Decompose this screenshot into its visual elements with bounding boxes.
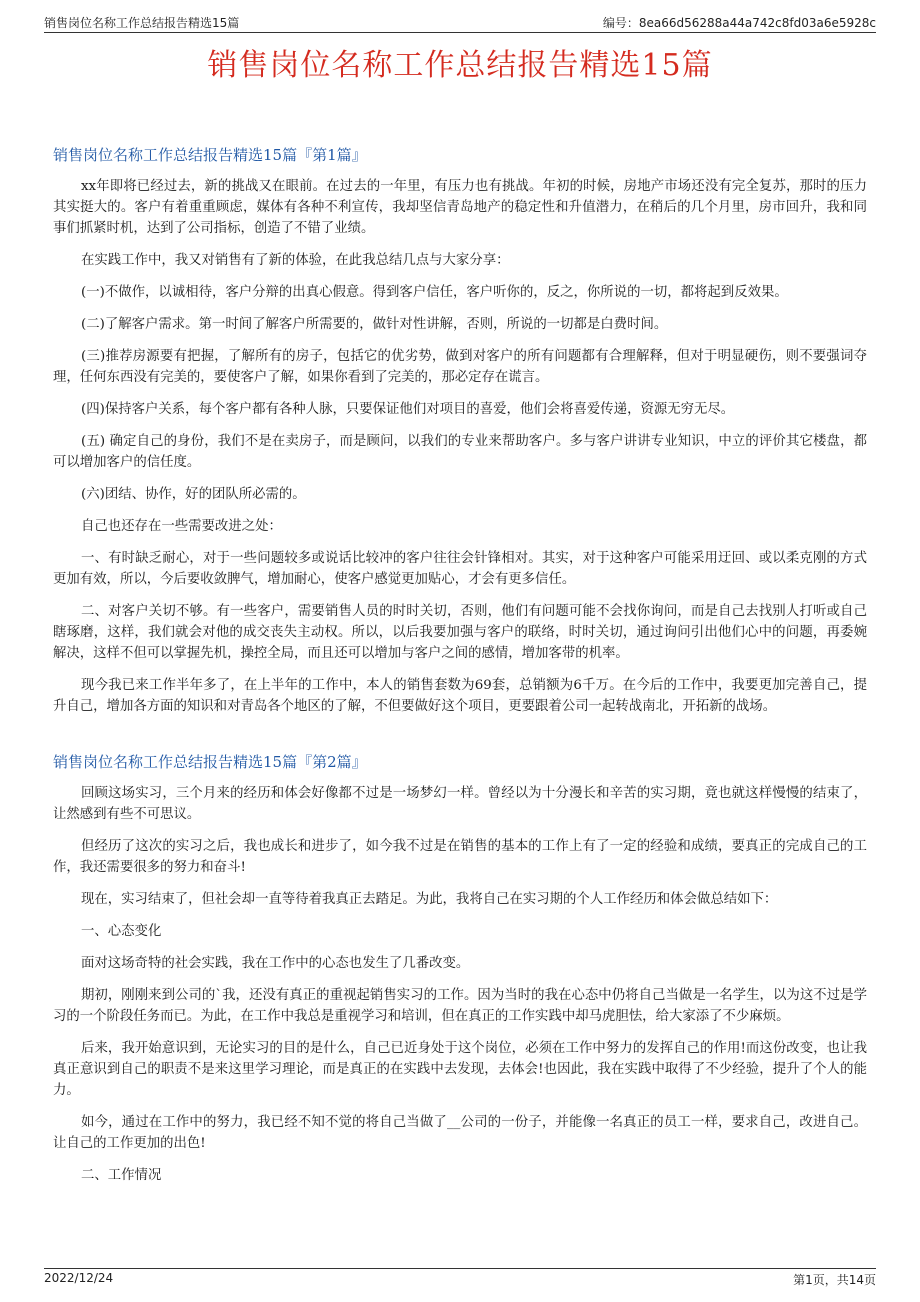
paragraph: 自己也还存在一些需要改进之处： [81,519,282,534]
footer-page-number: 第1页，共14页 [793,1273,876,1287]
paragraph: (四)保持客户关系，每个客户都有各种人脉，只要保证他们对项目的喜爱，他们会将喜爱传递，资源无穷无尽。 [81,402,735,417]
paragraph: (三)推荐房源要有把握，了解所有的房子，包括它的优劣势，做到对客户的所有问题都有合理解释，但对于明显硬伤，则不要强词夺理，任何东西没有完美的，要使客户了解，如果你看到了完美的，那必定存在谎言。 [53,349,867,385]
section-heading-1: 销售岗位名称工作总结报告精选15篇『第1篇』 [53,146,367,164]
paragraph: 回顾这场实习，三个月来的经历和体会好像都不过是一场梦幻一样。曾经以为十分漫长和辛苦的实习期，竟也就这样慢慢的结束了，让然感到有些不可思议。 [53,786,867,822]
paragraph: 后来，我开始意识到，无论实习的目的是什么，自己已近身处于这个岗位，必须在工作中努力的发挥自己的作用!而这份改变，也让我真正意识到自己的职责不是来这里学习理论，而是真正的在实践中去发现，去体会!也因此，我在实践中取得了不少经验，提升了个人的能力。 [53,1041,867,1098]
paragraph: 二、工作情况 [81,1168,162,1183]
paragraph: 期初，刚刚来到公司的`我，还没有真正的重视起销售实习的工作。因为当时的我在心态中仍将自己当做是一名学生，以为这不过是学习的一个阶段任务而已。为此，在工作中我总是重视学习和培训，但在真正的工作实践中却马虎胆怯，给大家添了不少麻烦。 [53,988,867,1024]
paragraph: 如今，通过在工作中的努力，我已经不知不觉的将自己当做了__公司的一份子，并能像一名真正的员工一样，要求自己，改进自己。让自己的工作更加的出色! [53,1115,867,1151]
paragraph: 现在，实习结束了，但社会却一直等待着我真正去踏足。为此，我将自己在实习期的个人工作经历和体会做总结如下： [81,892,778,907]
paragraph: 但经历了这次的实习之后，我也成长和进步了，如今我不过是在销售的基本的工作上有了一定的经验和成绩，要真正的完成自己的工作，我还需要很多的努力和奋斗! [53,839,867,875]
paragraph: 一、心态变化 [81,924,162,939]
paragraph: (一)不做作，以诚相待，客户分辩的出真心假意。得到客户信任，客户听你的，反之，你所说的一切，都将起到反效果。 [81,285,788,300]
paragraph: (六)团结、协作，好的团队所必需的。 [81,487,306,502]
page-footer [44,1268,876,1287]
paragraph: 现今我已来工作半年多了，在上半年的工作中，本人的销售套数为69套，总销额为6千万。在今后的工作中，我要更加完善自己，提升自己，增加各方面的知识和对青岛各个地区的了解，不但要做好这个项目，更要跟着公司一起转战南北，开拓新的战场。 [53,678,867,714]
paragraph: 面对这场奇特的社会实践，我在工作中的心态也发生了几番改变。 [81,956,470,971]
paragraph: 二、对客户关切不够。有一些客户，需要销售人员的时时关切，否则，他们有问题可能不会找你询问，而是自己去找别人打听或自己瞎琢磨，这样，我们就会对他的成交丧失主动权。所以，以后我要加强与客户的联络，时时关切，通过询问引出他们心中的问题，再委婉解决，这样不但可以掌握先机，操控全局，而且还可以增加与客户之间的感情，增加客带的机率。 [53,604,867,661]
paragraph: (五) 确定自己的身份，我们不是在卖房子，而是顾问，以我们的专业来帮助客户。多与客户讲讲专业知识，中立的评价其它楼盘，都可以增加客户的信任度。 [53,434,867,470]
paragraph: 一、有时缺乏耐心，对于一些问题较多或说话比较冲的客户往往会针锋相对。其实，对于这种客户可能采用迂回、或以柔克刚的方式更加有效，所以，今后要收敛脾气，增加耐心，使客户感觉更加贴心，才会有更多信任。 [53,551,867,587]
header-doc-title: 销售岗位名称工作总结报告精选15篇 [44,16,240,30]
document-body [53,144,867,1197]
paragraph: 在实践工作中，我又对销售有了新的体验，在此我总结几点与大家分享： [81,253,510,268]
page-title: 销售岗位名称工作总结报告精选15篇 [207,48,713,83]
section-heading-2: 销售岗位名称工作总结报告精选15篇『第2篇』 [53,753,367,771]
header-doc-number: 编号：8ea66d56288a44a742c8fd03a6e5928c [602,16,876,30]
footer-date: 2022/12/24 [44,1271,114,1285]
page-header [44,12,876,33]
paragraph: xx年即将已经过去，新的挑战又在眼前。在过去的一年里，有压力也有挑战。年初的时候，房地产市场还没有完全复苏，那时的压力其实挺大的。客户有着重重顾虑，媒体有各种不利宣传，我却坚信青岛地产的稳定性和升值潜力，在稍后的几个月里，房市回升，我和同事们抓紧时机，达到了公司指标，创造了不错了业绩。 [53,179,867,236]
paragraph: (二)了解客户需求。第一时间了解客户所需要的，做针对性讲解，否则，所说的一切都是白费时间。 [81,317,668,332]
